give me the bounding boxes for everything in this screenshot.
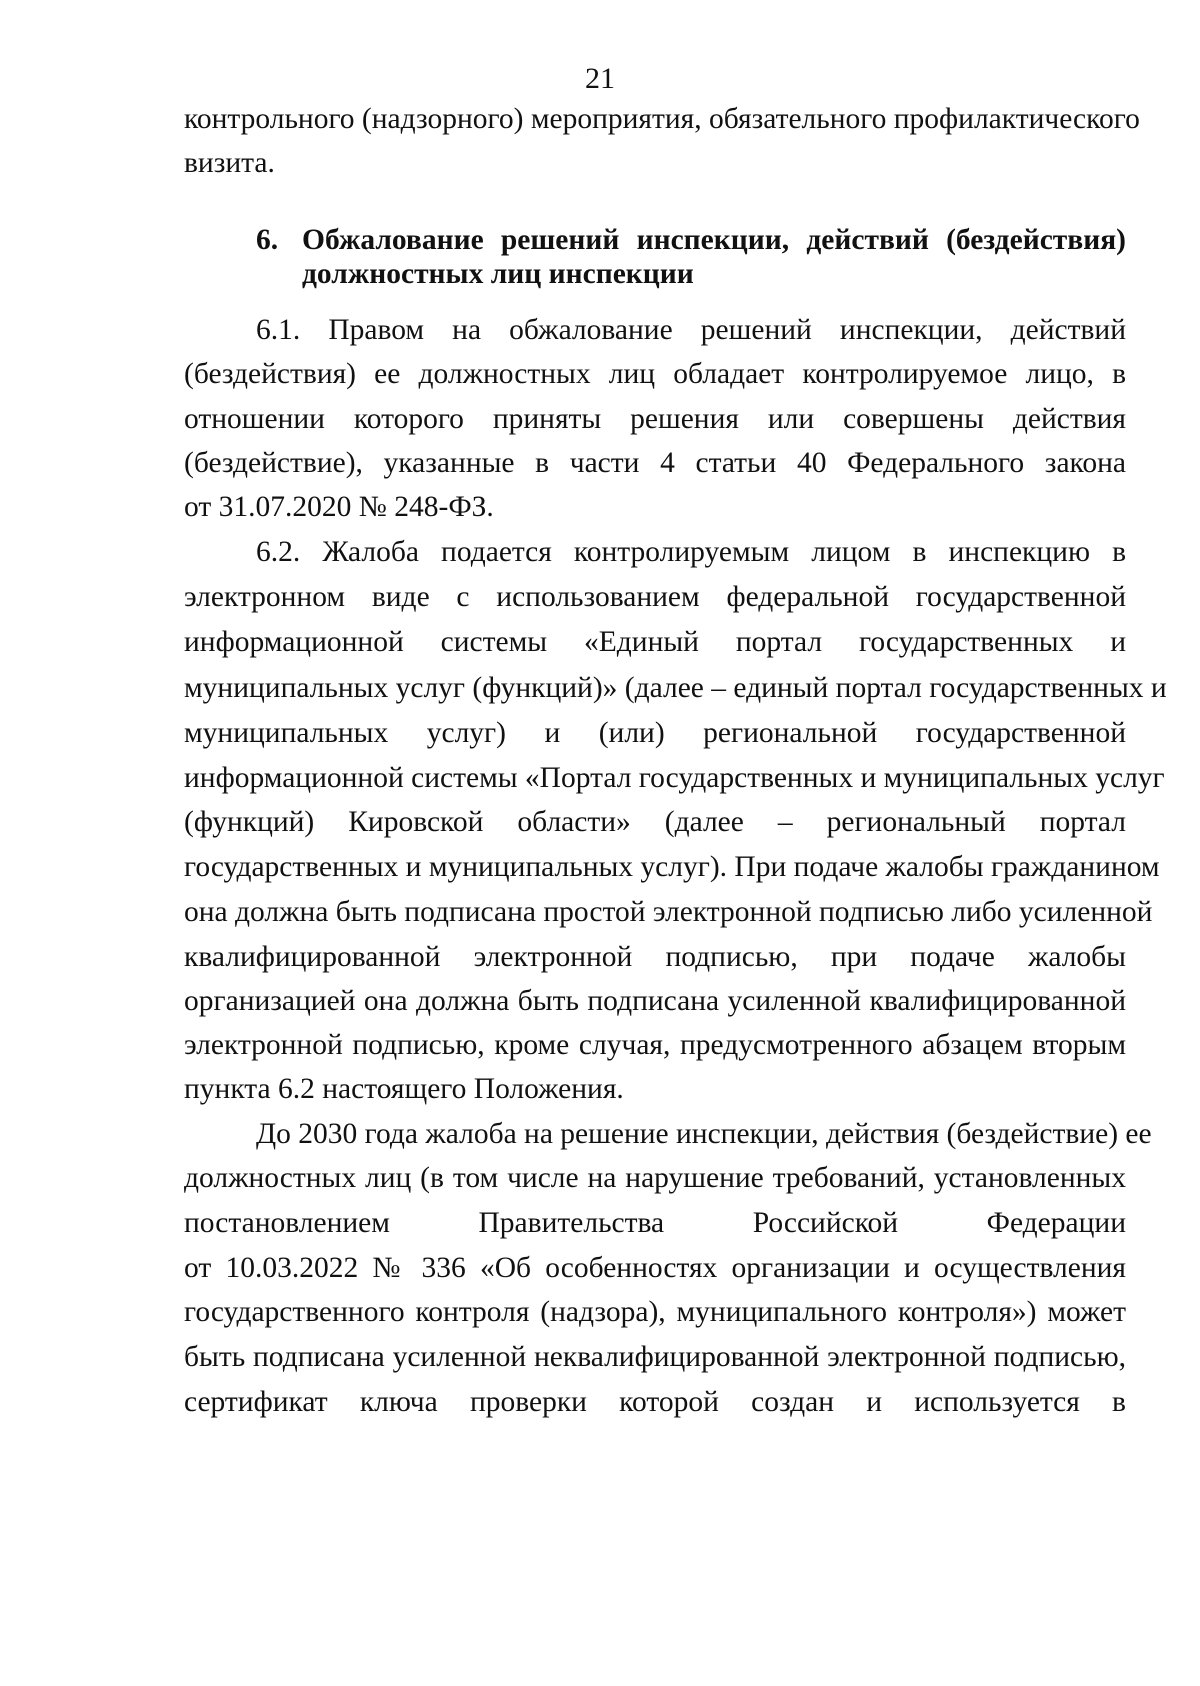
text-line: государственных и муниципальных услуг). При подаче жалобы гражданином xyxy=(184,851,1160,883)
text-line: информационной системы «Единый портал государственных и xyxy=(184,626,1126,658)
section-heading: Обжалование решений инспекции, действий (бездействия) xyxy=(302,224,1126,256)
text-line: муниципальных услуг) и (или) региональной государственной xyxy=(184,717,1126,749)
text-line: квалифицированной электронной подписью, при подаче жалобы xyxy=(184,941,1126,973)
text-line: государственного контроля (надзора), муниципального контроля») может xyxy=(184,1296,1126,1328)
text-line: информационной системы «Портал государственных и муниципальных услуг xyxy=(184,762,1165,794)
text-line: пункта 6.2 настоящего Положения. xyxy=(184,1073,624,1105)
text-line: До 2030 года жалоба на решение инспекции, действия (бездействие) ее xyxy=(256,1118,1152,1150)
text-line: организацией она должна быть подписана усиленной квалифицированной xyxy=(184,985,1126,1017)
text-line: (бездействия) ее должностных лиц обладает контролируемое лицо, в xyxy=(184,358,1126,390)
page-number: 21 xyxy=(585,62,615,95)
text-line: 6.2. Жалоба подается контролируемым лицом в инспекцию в xyxy=(256,536,1126,568)
text-line: контрольного (надзорного) мероприятия, обязательного профилактического xyxy=(184,103,1140,135)
text-line: электронном виде с использованием федеральной государственной xyxy=(184,581,1126,613)
text-line: визита. xyxy=(184,147,275,179)
text-line: отношении которого приняты решения или совершены действия xyxy=(184,403,1126,435)
text-line: должностных лиц (в том числе на нарушение требований, установленных xyxy=(184,1162,1126,1194)
text-line: (функций) Кировской области» (далее – региональный портал xyxy=(184,806,1126,838)
text-line: она должна быть подписана простой электронной подписью либо усиленной xyxy=(184,896,1153,928)
text-line: сертификат ключа проверки которой создан и используется в xyxy=(184,1386,1126,1418)
text-line: 6.1. Правом на обжалование решений инспекции, действий xyxy=(256,314,1126,346)
section-number: 6. xyxy=(256,224,279,256)
text-line: (бездействие), указанные в части 4 статьи 40 Федерального закона xyxy=(184,447,1126,479)
text-line: от 31.07.2020 № 248-ФЗ. xyxy=(184,491,494,523)
section-heading: должностных лиц инспекции xyxy=(302,258,694,290)
text-line: муниципальных услуг (функций)» (далее – единый портал государственных и xyxy=(184,672,1167,704)
text-line: быть подписана усиленной неквалифицированной электронной подписью, xyxy=(184,1341,1126,1373)
text-line: постановлением Правительства Российской Федерации xyxy=(184,1207,1126,1239)
text-line: от 10.03.2022 № 336 «Об особенностях организации и осуществления xyxy=(184,1252,1126,1284)
text-line: электронной подписью, кроме случая, предусмотренного абзацем вторым xyxy=(184,1029,1126,1061)
